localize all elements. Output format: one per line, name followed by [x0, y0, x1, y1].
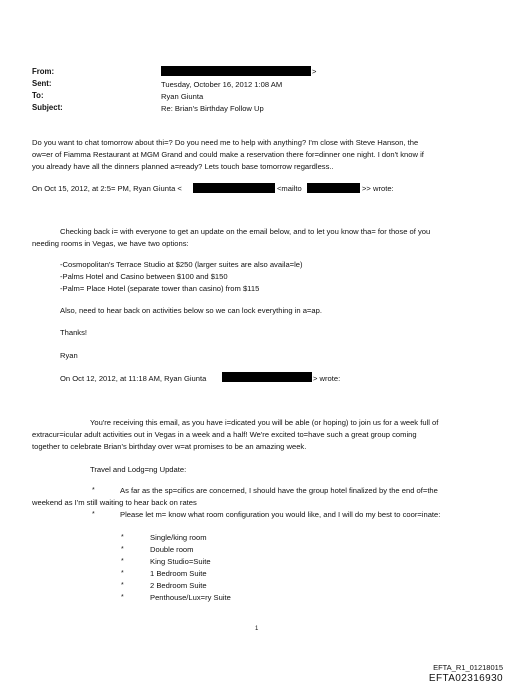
quote-header-suffix: > wrote: — [313, 374, 341, 383]
bullet-text: weekend as I'm still waiting to hear back on rates — [32, 498, 197, 507]
bates-number: EFTA02316930 — [428, 673, 503, 684]
bullet-marker: * — [121, 534, 124, 541]
bullet-marker: * — [121, 594, 124, 601]
bullet-marker: * — [121, 570, 124, 577]
bullet-marker: * — [121, 558, 124, 565]
bullet-text: Please let m= know what room configuration you would like, and I will do my best to coor=inate: — [120, 510, 441, 519]
reply-line: Do you want to chat tomorrow about thi=? Do you need me to help with anything? I'm close with Steve Hanson, the — [32, 138, 419, 147]
message-line: Thanks! — [60, 328, 88, 337]
signature: Ryan — [60, 351, 78, 360]
bullet-marker: * — [121, 546, 124, 553]
redaction-bar — [222, 372, 312, 382]
redaction-bar — [193, 183, 275, 193]
document-id: EFTA_R1_01218015 — [433, 663, 503, 672]
room-option: 2 Bedroom Suite — [150, 581, 207, 590]
quote-header-prefix: On Oct 15, 2012, at 2:5= PM, Ryan Giunta < — [32, 184, 182, 193]
quote-header-mailto: <mailto — [277, 184, 302, 193]
message-line: You're receiving this email, as you have i=dicated you will be able (or hoping) to join us for a week full of — [90, 418, 439, 427]
from-label: From: — [32, 67, 55, 76]
bullet-marker: * — [92, 487, 95, 494]
sent-value: Tuesday, October 16, 2012 1:08 AM — [161, 80, 283, 89]
to-label: To: — [32, 91, 44, 100]
quote-header-suffix: >> wrote: — [362, 184, 394, 193]
subject-value: Re: Brian's Birthday Follow Up — [161, 104, 264, 113]
hotel-option: -Palms Hotel and Casino between $100 and $150 — [60, 272, 228, 281]
reply-line: ow=er of Fiamma Restaurant at MGM Grand and could make a reservation there for=dinner one night. I don't know if — [32, 150, 424, 159]
redaction-bar — [161, 66, 311, 76]
room-option: 1 Bedroom Suite — [150, 569, 207, 578]
room-option: King Studio=Suite — [150, 557, 211, 566]
subject-label: Subject: — [32, 103, 63, 112]
hotel-option: -Palm= Place Hotel (separate tower than casino) from $115 — [60, 284, 260, 293]
message-line: extracur=icular adult activities out in Vegas in a week and a half! We're excited to=have such a great group coming — [32, 430, 417, 439]
bullet-marker: * — [92, 511, 95, 518]
room-option: Double room — [150, 545, 194, 554]
to-value: Ryan Giunta — [161, 92, 204, 101]
from-suffix: > — [312, 67, 317, 76]
room-option: Penthouse/Lux=ry Suite — [150, 593, 231, 602]
message-line: together to celebrate Brian's birthday over w=at promises to be an amazing week. — [32, 442, 307, 451]
reply-line: you already have all the dinners planned a=ready? Lets touch base tomorrow regardless.. — [32, 162, 334, 171]
section-heading: Travel and Lodg=ng Update: — [90, 465, 187, 474]
message-line: needing rooms in Vegas, we have two options: — [32, 239, 189, 248]
room-option: Single/king room — [150, 533, 207, 542]
bullet-marker: * — [121, 582, 124, 589]
message-line: Checking back i= with everyone to get an update on the email below, and to let you know tha= for those of you — [60, 227, 431, 236]
sent-label: Sent: — [32, 79, 52, 88]
redaction-bar — [307, 183, 360, 193]
message-line: Also, need to hear back on activities below so we can lock everything in a=ap. — [60, 306, 322, 315]
bullet-text: As far as the sp=cifics are concerned, I should have the group hotel finalized by the end of=the — [120, 486, 438, 495]
hotel-option: -Cosmopolitan's Terrace Studio at $250 (larger suites are also availa=le) — [60, 260, 303, 269]
quote-header-prefix: On Oct 12, 2012, at 11:18 AM, Ryan Giunta — [60, 374, 207, 383]
page-number: 1 — [255, 626, 259, 632]
